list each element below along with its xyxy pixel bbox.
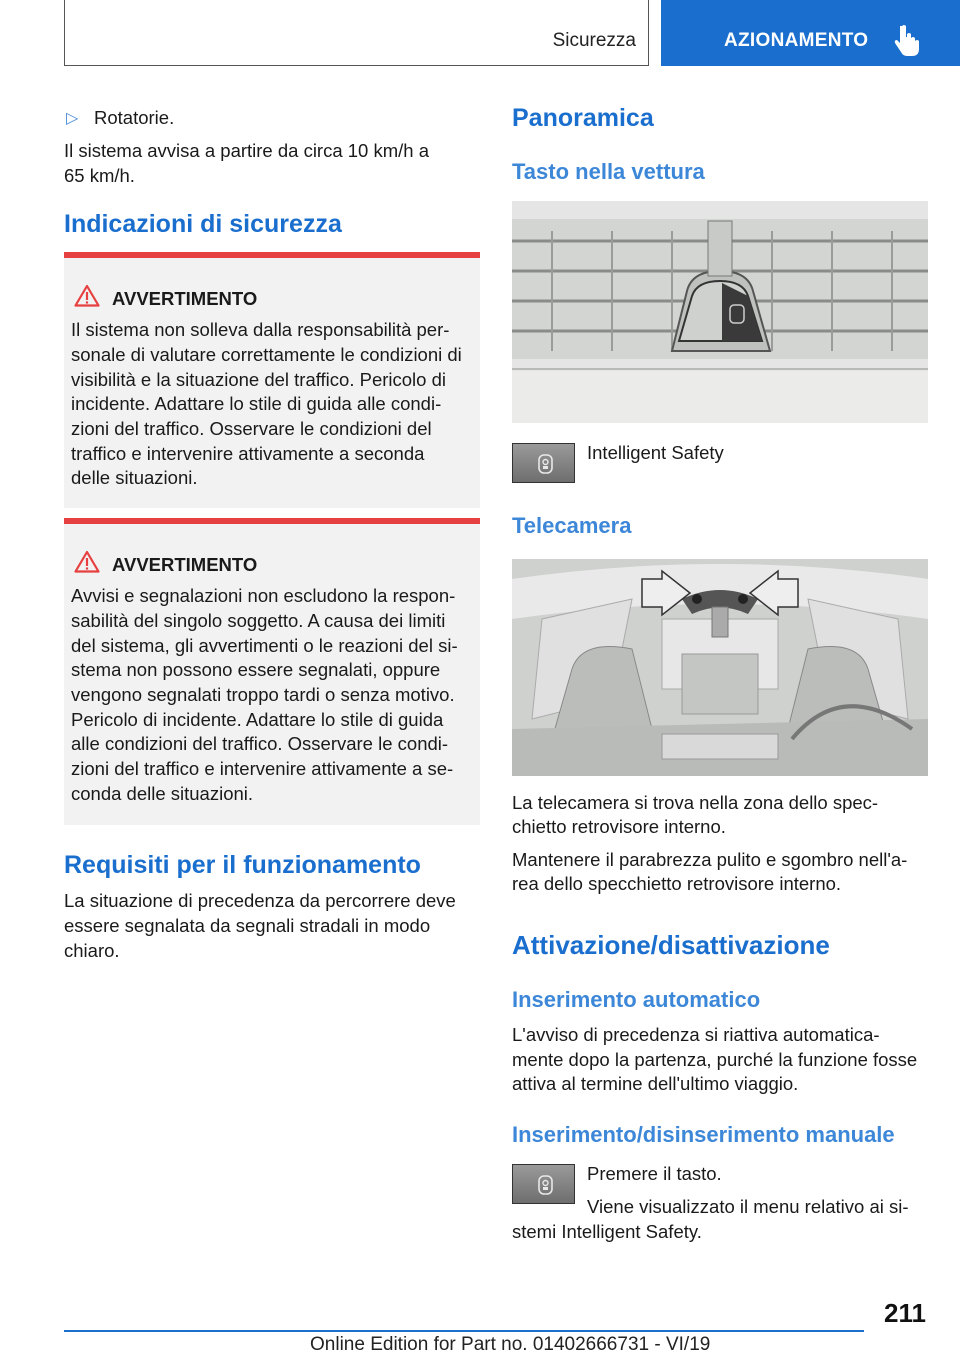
header-chapter-label: AZIONAMENTO: [724, 30, 869, 51]
intelligent-safety-button-icon: [512, 443, 575, 483]
manual-heading: Inserimento/disinserimento manuale: [512, 1122, 895, 1147]
warning-triangle-icon: [74, 284, 100, 307]
warning-title: AVVERTIMENTO: [112, 554, 258, 575]
warning-title: AVVERTIMENTO: [112, 288, 258, 309]
bullet-text: Rotatorie.: [94, 107, 175, 128]
bullet-triangle-icon: ▷: [66, 110, 79, 127]
manual-step-2-line-1: Viene visualizzato il menu relativo ai si-: [587, 1196, 909, 1217]
header-section-label: Sicurezza: [552, 30, 636, 51]
header-section-box: [64, 0, 649, 66]
button-caption: Intelligent Safety: [587, 442, 724, 463]
safety-heading: Indicazioni di sicurezza: [64, 210, 342, 238]
requirements-heading: Requisiti per il funzionamento: [64, 851, 421, 879]
manual-step-2-line-2: stemi Intelligent Safety.: [512, 1221, 702, 1242]
intelligent-safety-button-icon: [512, 1164, 575, 1204]
page-number: 211: [884, 1298, 926, 1328]
camera-heading: Telecamera: [512, 513, 632, 538]
manual-step-1: Premere il tasto.: [587, 1163, 722, 1184]
button-heading: Tasto nella vettura: [512, 159, 705, 184]
warning-triangle-icon: [74, 550, 100, 573]
overview-heading: Panoramica: [512, 104, 654, 132]
activation-heading: Attivazione/disattivazione: [512, 930, 830, 960]
hand-pointer-icon: [893, 24, 921, 56]
dashboard-button-image: [512, 201, 928, 423]
car-interior-camera-image: [512, 559, 928, 776]
footer-divider: [64, 1330, 864, 1332]
header-chapter-tab: [661, 0, 960, 66]
auto-heading: Inserimento automatico: [512, 987, 761, 1012]
warning-box-1: AVVERTIMENTO Il sistema non solleva dalla responsabilità per- sonale di valutare correttamente le condizioni di visibilità e la situazione del traffico. Pericolo di incidente. Adattare lo stile di guida alle condi- zioni del traffico. Osservare le condizioni del traffico e intervenire attivamente a seconda delle situazioni.: [64, 252, 480, 508]
footer-edition: Online Edition for Part no. 01402666731 - VI/19: [310, 1334, 711, 1355]
warning-box-2: AVVERTIMENTO Avvisi e segnalazioni non escludono la respon- sabilità del singolo soggetto. A causa dei limiti del sistema, gli avvertimenti o le reazioni del si- stema non possono essere segnalati, oppure vengono segnalati troppo tardi o senza motivo. Pericolo di incidente. Adattare lo stile di guida alle condizioni del traffico. Osservare le condi- zioni del traffico e intervenire attivamente a se- conda delle situazioni.: [64, 518, 480, 825]
